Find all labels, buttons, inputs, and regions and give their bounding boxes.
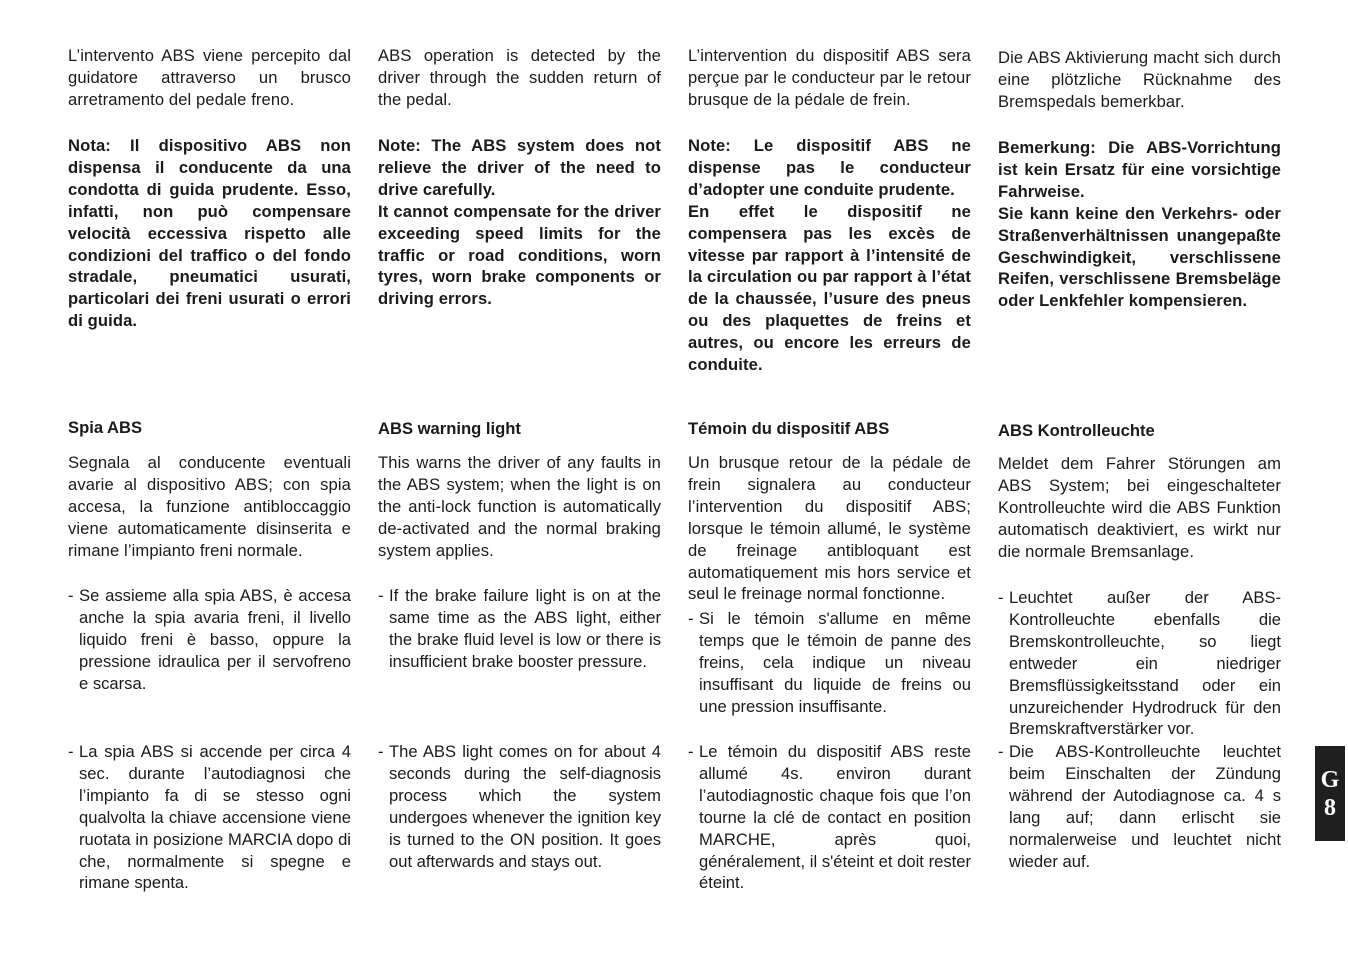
list-item (998, 587, 1281, 740)
dash-marker: - (998, 588, 1004, 607)
note-text-2: It cannot compensate for the driver exceeding speed limits for the traffic or road conditions, worn tyres, worn brake components or driving errors. (378, 201, 661, 309)
bullet-text: Die ABS-Kontrolleuchte leuchtet beim Einschalten der Zündung während der Autodiagnose ca. 4 s lang auf; dann erlischt sie normalerweise und leuchtet nicht wieder auf. (1009, 742, 1281, 871)
note-text-2: Sie kann keine den Verkehrs- oder Straßenverhältnissen unangepaßte Geschwindigkeit, verschlissene Reifen, verschlissene Bremsbeläge oder Lenkfehler kompensieren. (998, 203, 1281, 311)
list-item (68, 585, 351, 695)
note-text: Nota: Il dispositivo ABS non dispensa il conducente da una condotta di guida prudente. Esso, infatti, non può compensare velocità eccessiva rispetto alle condizioni del traffico o del fondo stradale, pneumatici usurati, particolari dei freni usurati o errori di guida. (68, 136, 351, 331)
dash-marker: - (688, 742, 694, 761)
note-block (688, 135, 971, 376)
section-tab-number: 8 (1324, 794, 1336, 821)
description-text: Segnala al conducente eventuali avarie al dispositivo ABS; con spia accesa, la funzione antibloccaggio viene automaticamente disinserita e rimane l’impianto freni normale. (68, 453, 351, 560)
dash-marker: - (998, 742, 1004, 761)
list-item (688, 608, 971, 718)
bullet-text: Leuchtet außer der ABS-Kontrolleuchte ebenfalls die Bremskontrolleuchte, so liegt entweder ein niedriger Bremsflüssigkeitsstand oder ein unzureichender Hydrodruck für den Bremskraftverstärker vor. (1009, 588, 1281, 739)
note-block (998, 137, 1281, 312)
note-text-2: En effet le dispositif ne compensera pas les excès de vitesse par rapport à l’intensité de la circulation ou par rapport à l’état de la chaussée, l’usure des pneus ou des plaquettes de freins et autres, ou encore les erreurs de conduite. (688, 201, 971, 375)
list-item (998, 741, 1281, 872)
dash-marker: - (378, 742, 384, 761)
list-item (378, 741, 661, 872)
bullet-text: If the brake failure light is on at the same time as the ABS light, either the brake fluid level is low or there is insufficient brake booster pressure. (389, 586, 661, 671)
bullet-text: Si le témoin s'allume en même temps que le témoin de panne des freins, cela indique un niveau insuffisant du liquide de freins ou une pression insuffisante. (699, 609, 971, 716)
section-heading: ABS warning light (378, 419, 521, 438)
section-tab (1315, 746, 1345, 841)
intro-text: L’intervento ABS viene percepito dal guidatore attraverso un brusco arretramento del pedale freno. (68, 46, 351, 109)
list-item (68, 741, 351, 894)
list-item (378, 585, 661, 673)
dash-marker: - (688, 609, 694, 628)
dash-marker: - (68, 586, 74, 605)
bullet-text: Se assieme alla spia ABS, è accesa anche la spia avaria freni, il livello liquido freni è basso, oppure la pressione idraulica per il servofreno e scarsa. (79, 586, 351, 693)
section-tab-letter: G (1320, 766, 1340, 793)
intro-text: L’intervention du dispositif ABS sera perçue par le conducteur par le retour brusque de la pédale de frein. (688, 46, 971, 109)
section-heading: Spia ABS (68, 418, 143, 437)
intro-text: Die ABS Aktivierung macht sich durch eine plötzliche Rücknahme des Bremspedals bemerkbar. (998, 48, 1281, 111)
bullet-text: The ABS light comes on for about 4 seconds during the self-diagnosis process which the system undergoes whenever the ignition key is turned to the ON position. It goes out afterwards and stays out. (389, 742, 661, 871)
dash-marker: - (378, 586, 384, 605)
note-text: Note: The ABS system does not relieve the driver of the need to drive carefully. (378, 136, 661, 199)
description-text: Un brusque retour de la pédale de frein signalera au conducteur l’intervention du dispositif ABS; lorsque le témoin allumé, le système de freinage antibloquant est automatiquement mis hors service et seul le freinage normal fonctionne. (688, 453, 971, 604)
list-item (688, 741, 971, 894)
note-block (378, 135, 661, 310)
dash-marker: - (68, 742, 74, 761)
bullet-text: La spia ABS si accende per circa 4 sec. durante l’autodiagnosi che l’impianto fa di se stesso ogni qualvolta la chiave accensione viene ruotata in posizione MARCIA dopo di che, normalmente si spegne e rimane spenta. (79, 742, 351, 893)
section-heading: ABS Kontrolleuchte (998, 421, 1155, 440)
description-text: Meldet dem Fahrer Störungen am ABS System; bei eingeschalteter Kontrolleuchte wird die ABS Funktion automatisch deaktiviert, es wirkt nur die normale Bremsanlage. (998, 454, 1281, 561)
description-text: This warns the driver of any faults in the ABS system; when the light is on the anti-lock function is automatically de-activated and the normal braking system applies. (378, 453, 661, 560)
section-heading: Témoin du dispositif ABS (688, 419, 890, 438)
note-text: Note: Le dispositif ABS ne dispense pas le conducteur d’adopter une conduite prudente. (688, 136, 971, 199)
bullet-text: Le témoin du dispositif ABS reste allumé 4s. environ durant l’autodiagnostic chaque fois que l’on tourne la clé de contact en position MARCHE, après quoi, généralement, il s'éteint et doit rester éteint. (699, 742, 971, 893)
intro-text: ABS operation is detected by the driver through the sudden return of the pedal. (378, 46, 661, 109)
note-text: Bemerkung: Die ABS-Vorrichtung ist kein Ersatz für eine vorsichtige Fahrweise. (998, 138, 1281, 201)
